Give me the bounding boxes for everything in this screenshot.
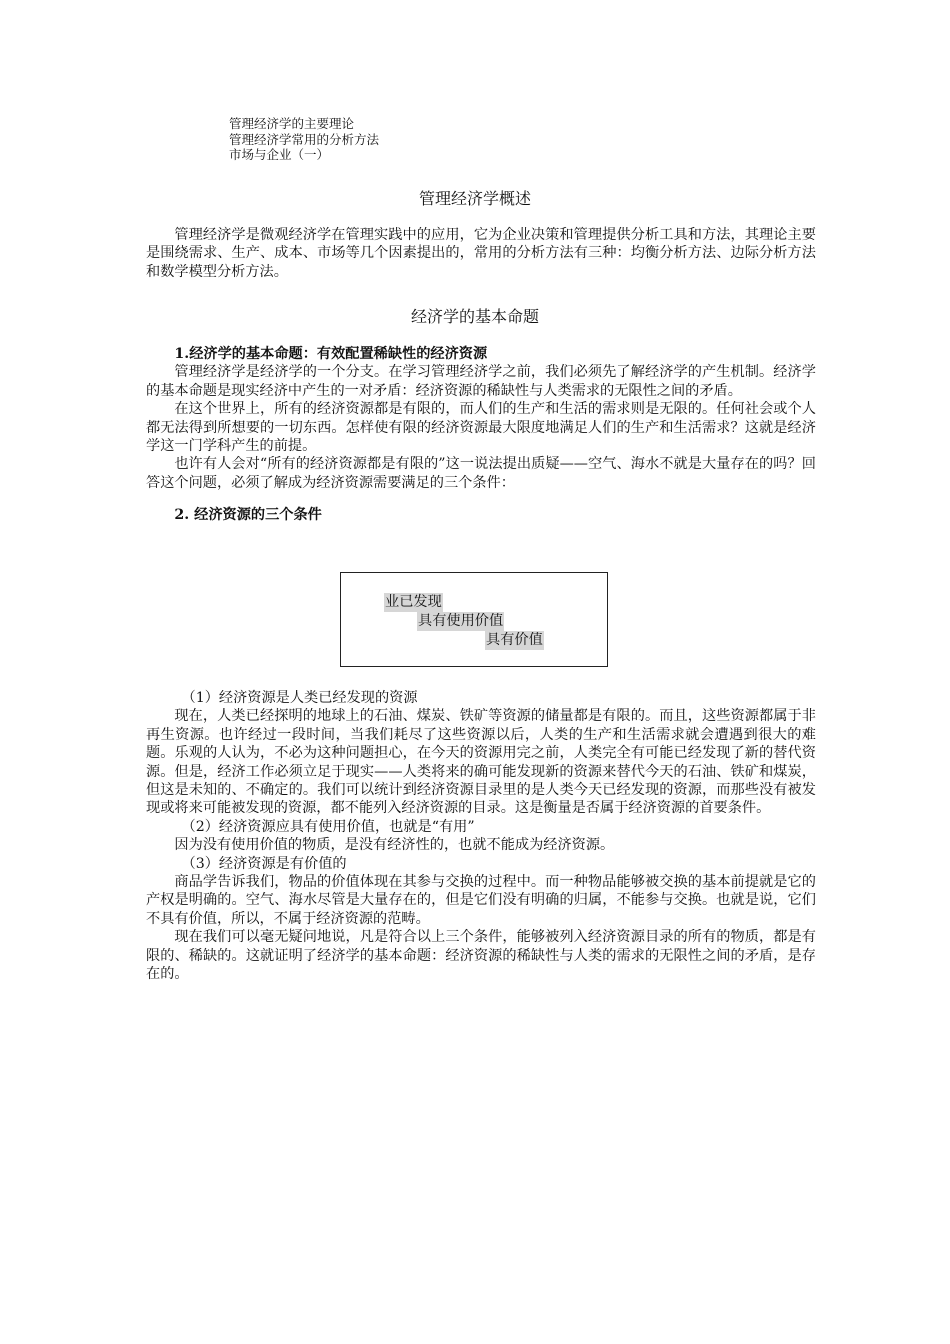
paragraph: 在这个世界上，所有的经济资源都是有限的，而人们的生产和生活的需求则是无限的。任何社会或个人都无法得到所想要的一切东西。怎样使有限的经济资源最大限度地满足人们的生产和生活需求？这就是经济学这一门学科产生的前提。 — [146, 401, 816, 455]
condition-3-text: 商品学告诉我们，物品的价值体现在其参与交换的过程中。而一种物品能够被交换的基本前提就是它的产权是明确的。空气、海水尽管是大量存在的，但是它们没有明确的归属，不能参与交换。也就是说，它们不具有价值，所以，不属于经济资源的范畴。 — [146, 874, 816, 927]
condition-1-text: 现在，人类已经探明的地球上的石油、煤炭、铁矿等资源的储量都是有限的。而且，这些资源都属于非再生资源。也许经过一段时间，当我们耗尽了这些资源以后，人类的生产和生活需求就会遭遇到很大的难题。乐观的人认为，不必为这种问题担心，在今天的资源用完之前，人类完全有可能已经发现了新的替代资源。但是，经济工作必须立足于现实——人类将来的确可能发现新的资源来替代今天的石油、铁矿和煤炭，但这是未知的、不确定的。我们可以统计到经济资源目录里的是人类今天已经发现的资源，而那些没有被发现或将来可能被发现的资源，都不能列入经济资源的目录。这是衡量是否属于经济资源的首要条件。 — [146, 708, 816, 817]
section-title-overview: 管理经济学概述 — [418, 189, 531, 208]
diagram-item: 业已发现 — [385, 594, 442, 610]
overview-section — [146, 226, 816, 281]
diagram-item: 具有使用价值 — [418, 613, 504, 629]
condition-1-title: （1）经济资源是人类已经发现的资源 — [181, 690, 418, 706]
toc-item[interactable]: 管理经济学常用的分析方法 — [229, 131, 380, 147]
subheading-three-conditions: 2. 经济资源的三个条件 — [174, 507, 322, 524]
diagram-item: 具有价值 — [486, 632, 543, 648]
conclusion-paragraph: 现在我们可以毫无疑问地说，凡是符合以上三个条件，能够被列入经济资源目录的所有的物质，都是有限的、稀缺的。这就证明了经济学的基本命题：经济资源的稀缺性与人类的需求的无限性之间的矛盾，是存在的。 — [146, 929, 816, 983]
condition-3-title: （3）经济资源是有价值的 — [181, 855, 347, 872]
paragraph: 也许有人会对“所有的经济资源都是有限的”这一说法提出质疑——空气、海水不就是大量存在的吗？回答这个问题，必须了解成为经济资源需要满足的三个条件： — [146, 456, 816, 491]
section-title-propositions: 经济学的基本命题 — [410, 307, 539, 326]
toc-item[interactable]: 市场与企业（一） — [229, 147, 330, 162]
propositions-section — [146, 345, 816, 525]
condition-2-title: （2）经济资源应具有使用价值，也就是“有用” — [181, 818, 475, 835]
toc-item[interactable]: 管理经济学的主要理论 — [229, 116, 355, 131]
conditions-section — [146, 689, 816, 984]
subheading-basic-proposition: 1.经济学的基本命题：有效配置稀缺性的经济资源 — [174, 346, 488, 362]
overview-paragraph: 管理经济学是微观经济学在管理实践中的应用，它为企业决策和管理提供分析工具和方法，其理论主要是围绕需求、生产、成本、市场等几个因素提出的，常用的分析方法有三种：均衡分析方法、边际分析方法和数学模型分析方法。 — [146, 227, 816, 280]
table-of-contents — [229, 116, 379, 163]
conditions-diagram-box — [340, 572, 608, 667]
paragraph: 管理经济学是经济学的一个分支。在学习管理经济学之前，我们必须先了解经济学的产生机制。经济学的基本命题是现实经济中产生的一对矛盾：经济资源的稀缺性与人类需求的无限性之间的矛盾。 — [146, 364, 816, 399]
condition-2-text: 因为没有使用价值的物质，是没有经济性的，也就不能成为经济资源。 — [174, 837, 615, 854]
